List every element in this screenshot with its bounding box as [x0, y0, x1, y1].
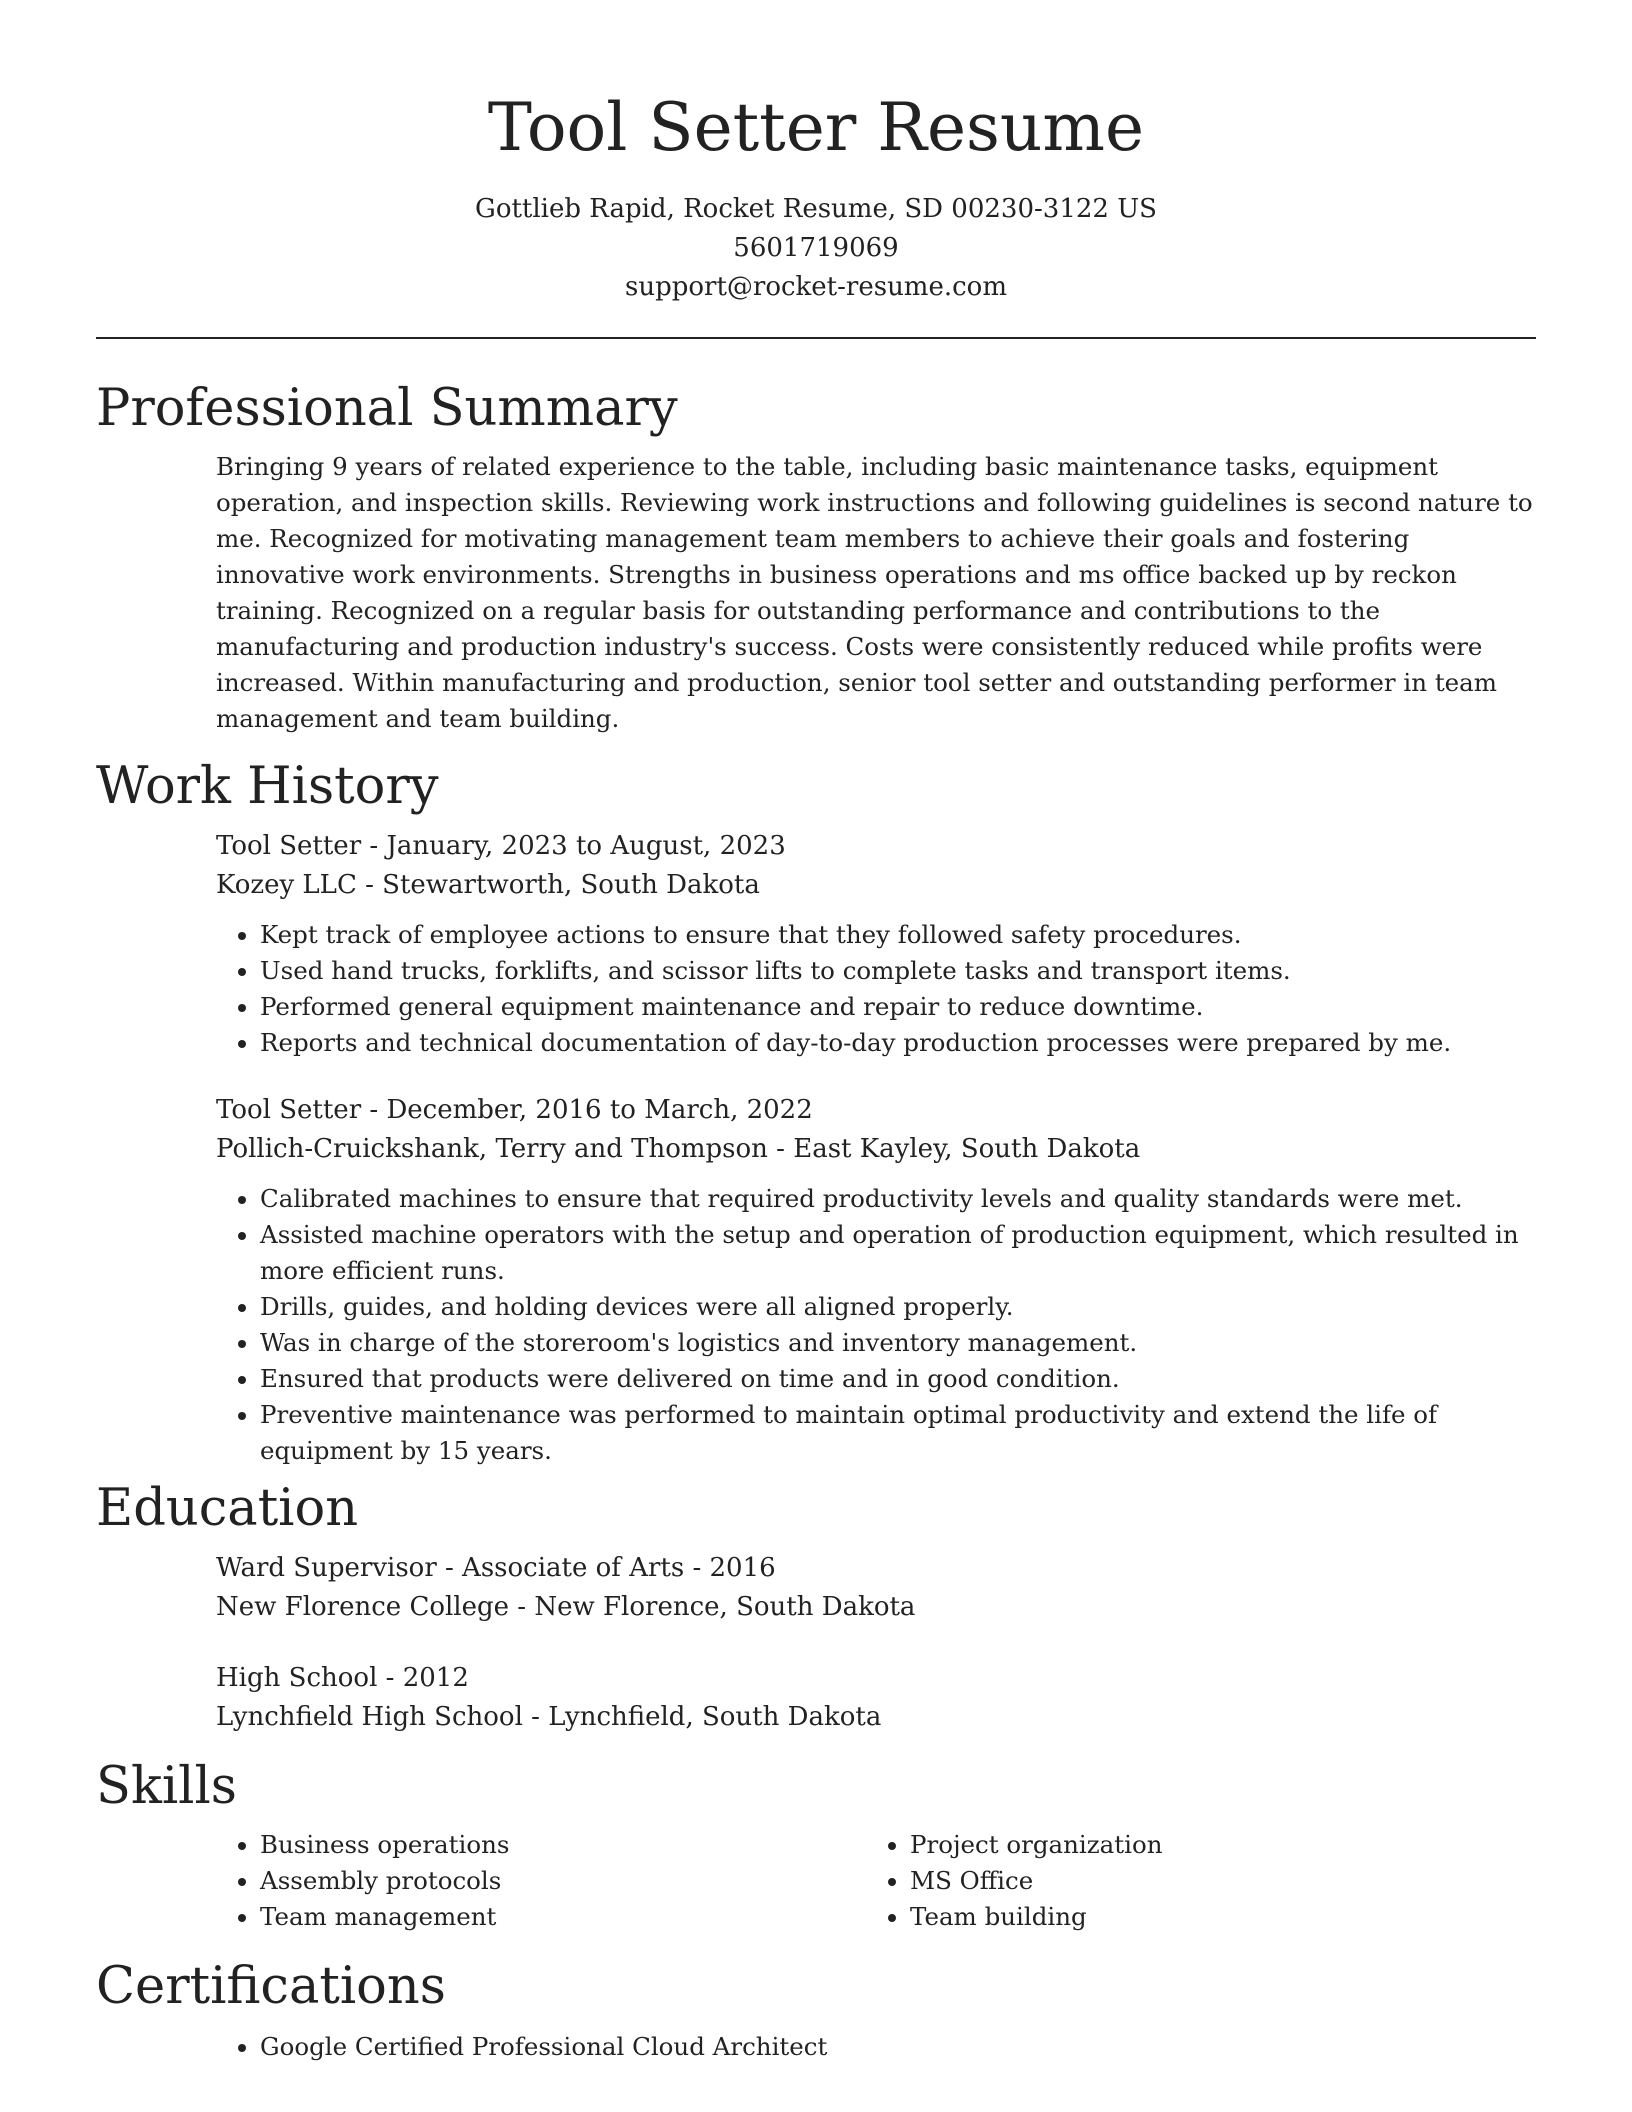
- job-title: Tool Setter: [216, 831, 362, 861]
- job-bullet: • Performed general equipment maintenance and repair to reduce downtime.: [260, 989, 1536, 1025]
- work-heading: Work History: [96, 757, 439, 816]
- school-location: - Lynchfield, South Dakota: [522, 1702, 882, 1732]
- skills-section: [96, 1757, 1536, 1935]
- job-bullet: • Was in charge of the storeroom's logistics and inventory management.: [260, 1325, 1536, 1361]
- degree-line: [216, 1659, 1536, 1698]
- work-body: [216, 827, 1536, 1469]
- degree-year: - 2012: [377, 1663, 469, 1693]
- skill-item: • Team management: [260, 1899, 866, 1935]
- education-body: [216, 1549, 1536, 1737]
- job-title-line: [216, 827, 1536, 866]
- resume-page: [96, 0, 1536, 2065]
- degree: High School: [216, 1663, 378, 1693]
- contact-email: support@rocket-resume.com: [624, 272, 1007, 302]
- job-title-line: [216, 1091, 1536, 1130]
- skills-list: [216, 1827, 866, 1935]
- skills-body: [216, 1827, 1536, 1935]
- job-company-line: [216, 866, 1536, 905]
- education-section: [96, 1479, 1536, 1737]
- job-bullet: • Assisted machine operators with the setup and operation of production equipment, which resulted in more efficient runs.: [260, 1217, 1536, 1289]
- school-name: New Florence College: [216, 1592, 510, 1622]
- contact-phone: 5601719069: [733, 233, 899, 263]
- school-line: [216, 1698, 1536, 1737]
- summary-body: [216, 449, 1536, 737]
- header-divider: [96, 337, 1536, 339]
- job-company: Pollich-Cruickshank, Terry and Thompson: [216, 1134, 768, 1164]
- job-location: - Stewartworth, South Dakota: [356, 870, 760, 900]
- job-title: Tool Setter: [216, 1095, 362, 1125]
- certifications-list: [216, 2029, 1536, 2065]
- certifications-heading: Certifications: [96, 1957, 446, 2016]
- skill-item: • Assembly protocols: [260, 1863, 866, 1899]
- contact-block: [96, 190, 1536, 307]
- job-bullet: • Reports and technical documentation of day-to-day production processes were prepared by me.: [260, 1025, 1536, 1061]
- job-dates: - January, 2023 to August, 2023: [361, 831, 786, 861]
- degree-line: [216, 1549, 1536, 1588]
- summary-text: Bringing 9 years of related experience to the table, including basic maintenance tasks, equipment operation, and inspection skills. Reviewing work instructions and following guidelines is second nature to me. Recognized for motivating management team members to achieve their goals and fostering innovative work environments. Strengths in business operations and ms office backed up by reckon training. Recognized on a regular basis for outstanding performance and contributions to the manufacturing and production industry's success. Costs were consistently reduced while profits were increased. Within manufacturing and production, senior tool setter and outstanding performer in team management and team building.: [216, 452, 1533, 733]
- job-bullet: • Used hand trucks, forklifts, and scissor lifts to complete tasks and transport items.: [260, 953, 1536, 989]
- job-bullet: • Drills, guides, and holding devices were all aligned properly.: [260, 1289, 1536, 1325]
- certifications-body: [216, 2029, 1536, 2065]
- skill-item: • Team building: [910, 1899, 1516, 1935]
- skill-item: • MS Office: [910, 1863, 1516, 1899]
- school-line: [216, 1588, 1536, 1627]
- education-entry: [216, 1659, 1536, 1737]
- job-entry: [216, 827, 1536, 1061]
- degree: Ward Supervisor - Associate of Arts: [216, 1553, 685, 1583]
- school-location: - New Florence, South Dakota: [509, 1592, 916, 1622]
- summary-heading: Professional Summary: [96, 379, 678, 438]
- skill-item: • Business operations: [260, 1827, 866, 1863]
- education-entry: [216, 1549, 1536, 1627]
- job-company-line: [216, 1130, 1536, 1169]
- job-bullet: • Preventive maintenance was performed to maintain optimal productivity and extend the life of equipment by 15 years.: [260, 1397, 1536, 1469]
- skills-column-right: [866, 1827, 1516, 1935]
- job-bullets: [216, 917, 1536, 1061]
- job-entry: [216, 1091, 1536, 1469]
- resume-title: Tool Setter Resume: [487, 89, 1145, 166]
- job-location: - East Kayley, South Dakota: [767, 1134, 1141, 1164]
- certification-item: • Google Certified Professional Cloud Architect: [260, 2029, 1536, 2065]
- skills-list: [866, 1827, 1516, 1935]
- degree-year: - 2016: [684, 1553, 776, 1583]
- contact-address: Gottlieb Rapid, Rocket Resume, SD 00230-3122 US: [475, 194, 1157, 224]
- resume-header: [96, 0, 1536, 307]
- skill-item: • Project organization: [910, 1827, 1516, 1863]
- skills-column-left: [216, 1827, 866, 1935]
- job-dates: - December, 2016 to March, 2022: [361, 1095, 813, 1125]
- job-bullet: • Kept track of employee actions to ensure that they followed safety procedures.: [260, 917, 1536, 953]
- summary-section: [96, 379, 1536, 737]
- work-section: [96, 757, 1536, 1469]
- job-bullet: • Calibrated machines to ensure that required productivity levels and quality standards were met.: [260, 1181, 1536, 1217]
- job-bullet: • Ensured that products were delivered on time and in good condition.: [260, 1361, 1536, 1397]
- job-company: Kozey LLC: [216, 870, 357, 900]
- skills-heading: Skills: [96, 1757, 237, 1816]
- job-bullets: [216, 1181, 1536, 1469]
- school-name: Lynchfield High School: [216, 1702, 523, 1732]
- certifications-section: [96, 1957, 1536, 2065]
- education-heading: Education: [96, 1479, 359, 1538]
